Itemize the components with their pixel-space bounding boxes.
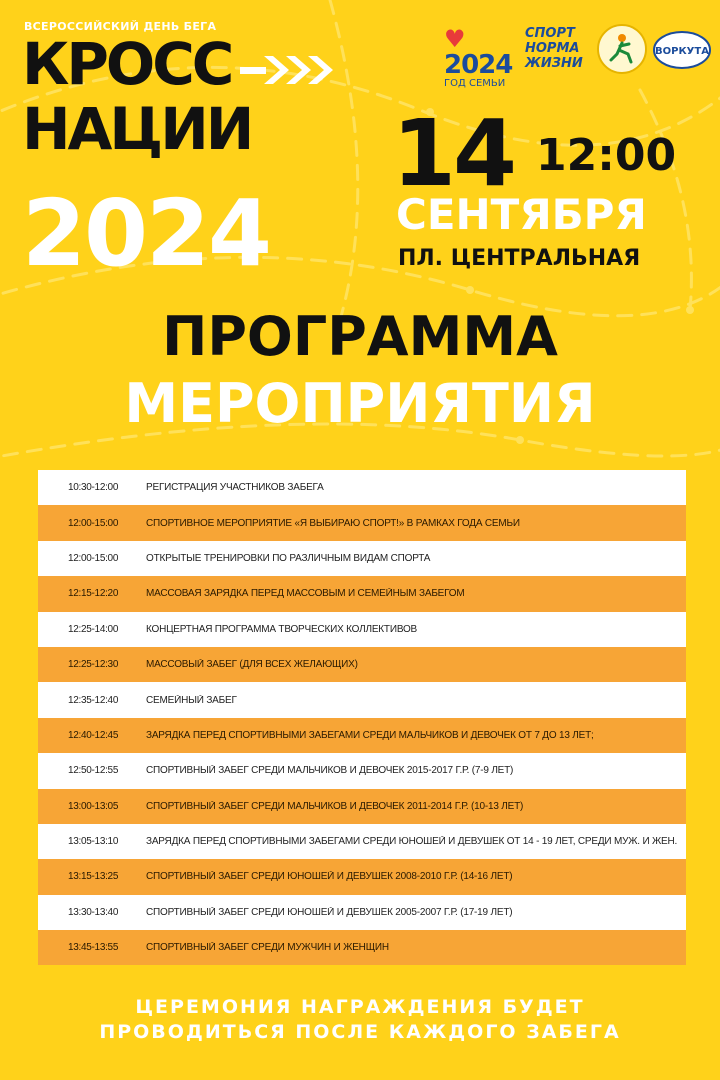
schedule-time: 12:00-15:00 (68, 517, 119, 529)
schedule-row (38, 895, 686, 930)
schedule-event: СПОРТИВНЫЙ ЗАБЕГ СРЕДИ ЮНОШЕЙ И ДЕВУШЕК 2008-2010 Г.Р. (14-16 ЛЕТ) (146, 871, 513, 883)
schedule-time: 12:50-12:55 (68, 765, 119, 777)
schedule-time: 12:40-12:45 (68, 729, 119, 741)
schedule-time: 12:00-15:00 (68, 552, 119, 564)
schedule-row (38, 718, 686, 753)
schedule-time: 10:30-12:00 (68, 482, 119, 494)
schedule-event: ОТКРЫТЫЕ ТРЕНИРОВКИ ПО РАЗЛИЧНЫМ ВИДАМ СПОРТА (146, 552, 431, 564)
schedule-row (38, 930, 686, 965)
schedule-time: 13:00-13:05 (68, 800, 119, 812)
event-place: ПЛ. ЦЕНТРАЛЬНАЯ (398, 246, 641, 271)
schedule-row (38, 576, 686, 611)
schedule-event: СПОРТИВНЫЙ ЗАБЕГ СРЕДИ МУЖЧИН И ЖЕНЩИН (146, 942, 389, 954)
year-of-family-logo: ♥2024 ГОД СЕМЬИ (444, 25, 513, 89)
schedule-row (38, 824, 686, 859)
schedule-time: 12:25-14:00 (68, 623, 119, 635)
title-line-2: НАЦИИ (22, 95, 252, 163)
event-month: СЕНТЯБРЯ (396, 190, 647, 239)
schedule-time: 13:05-13:10 (68, 836, 119, 848)
vorkuta-logo (652, 30, 712, 70)
vorkuta-logo-text: ВОРКУТА (655, 46, 709, 57)
schedule-event: СЕМЕЙНЫЙ ЗАБЕГ (146, 694, 237, 706)
schedule-row (38, 789, 686, 824)
schedule-row (38, 753, 686, 788)
schedule-time: 13:45-13:55 (68, 942, 119, 954)
schedule-row (38, 647, 686, 682)
schedule-time: 12:25-12:30 (68, 659, 119, 671)
schedule-row (38, 470, 686, 505)
schedule-row (38, 859, 686, 894)
award-note-line-2: ПРОВОДИТЬСЯ ПОСЛЕ КАЖДОГО ЗАБЕГА (99, 1021, 621, 1043)
schedule-row (38, 682, 686, 717)
award-ceremony-note (0, 995, 720, 1045)
sport-emblem-logo (597, 24, 647, 74)
heart-icon: ♥ (444, 25, 465, 53)
schedule-time: 13:15-13:25 (68, 871, 119, 883)
sport-norma-logo: СПОРТ НОРМА ЖИЗНИ (525, 26, 583, 71)
schedule-event: ЗАРЯДКА ПЕРЕД СПОРТИВНЫМИ ЗАБЕГАМИ СРЕДИ ЮНОШЕЙ И ДЕВУШЕК ОТ 14 - 19 ЛЕТ, СРЕДИ МУЖ. И ЖЕН. (146, 836, 678, 848)
event-day: 14 (392, 100, 515, 207)
award-note-line-1: ЦЕРЕМОНИЯ НАГРАЖДЕНИЯ БУДЕТ (135, 996, 585, 1018)
title-line-1: КРОСС (22, 30, 232, 98)
schedule-event: СПОРТИВНЫЙ ЗАБЕГ СРЕДИ МАЛЬЧИКОВ И ДЕВОЧЕК 2015-2017 Г.Р. (7-9 ЛЕТ) (146, 765, 514, 777)
schedule-row (38, 612, 686, 647)
schedule-event: КОНЦЕРТНАЯ ПРОГРАММА ТВОРЧЕСКИХ КОЛЛЕКТИВОВ (146, 623, 418, 635)
schedule-event: РЕГИСТРАЦИЯ УЧАСТНИКОВ ЗАБЕГА (146, 482, 324, 494)
schedule-event: ЗАРЯДКА ПЕРЕД СПОРТИВНЫМИ ЗАБЕГАМИ СРЕДИ МАЛЬЧИКОВ И ДЕВОЧЕК ОТ 7 ДО 13 ЛЕТ; (146, 729, 594, 741)
schedule-time: 13:30-13:40 (68, 906, 119, 918)
schedule-row (38, 505, 686, 540)
program-heading: ПРОГРАММА (162, 305, 558, 368)
schedule-row (38, 541, 686, 576)
runner-icon (599, 26, 645, 72)
schedule-event: МАССОВЫЙ ЗАБЕГ (ДЛЯ ВСЕХ ЖЕЛАЮЩИХ) (146, 659, 358, 671)
schedule-event: СПОРТИВНЫЙ ЗАБЕГ СРЕДИ ЮНОШЕЙ И ДЕВУШЕК 2005-2007 Г.Р. (17-19 ЛЕТ) (146, 906, 513, 918)
schedule-table (38, 470, 686, 965)
schedule-event: СПОРТИВНЫЙ ЗАБЕГ СРЕДИ МАЛЬЧИКОВ И ДЕВОЧЕК 2011-2014 Г.Р. (10-13 ЛЕТ) (146, 800, 524, 812)
schedule-time: 12:35-12:40 (68, 694, 119, 706)
schedule-event: МАССОВАЯ ЗАРЯДКА ПЕРЕД МАССОВЫМ И СЕМЕЙНЫМ ЗАБЕГОМ (146, 588, 465, 600)
schedule-time: 12:15-12:20 (68, 588, 119, 600)
event-supertitle: ВСЕРОССИЙСКИЙ ДЕНЬ БЕГА (24, 20, 217, 33)
program-subheading: МЕРОПРИЯТИЯ (124, 372, 596, 435)
chevron-arrows-icon (240, 50, 340, 90)
schedule-event: СПОРТИВНОЕ МЕРОПРИЯТИЕ «Я ВЫБИРАЮ СПОРТ!» В РАМКАХ ГОДА СЕМЬИ (146, 517, 520, 529)
event-time: 12:00 (536, 130, 677, 181)
title-year: 2024 (22, 180, 271, 287)
